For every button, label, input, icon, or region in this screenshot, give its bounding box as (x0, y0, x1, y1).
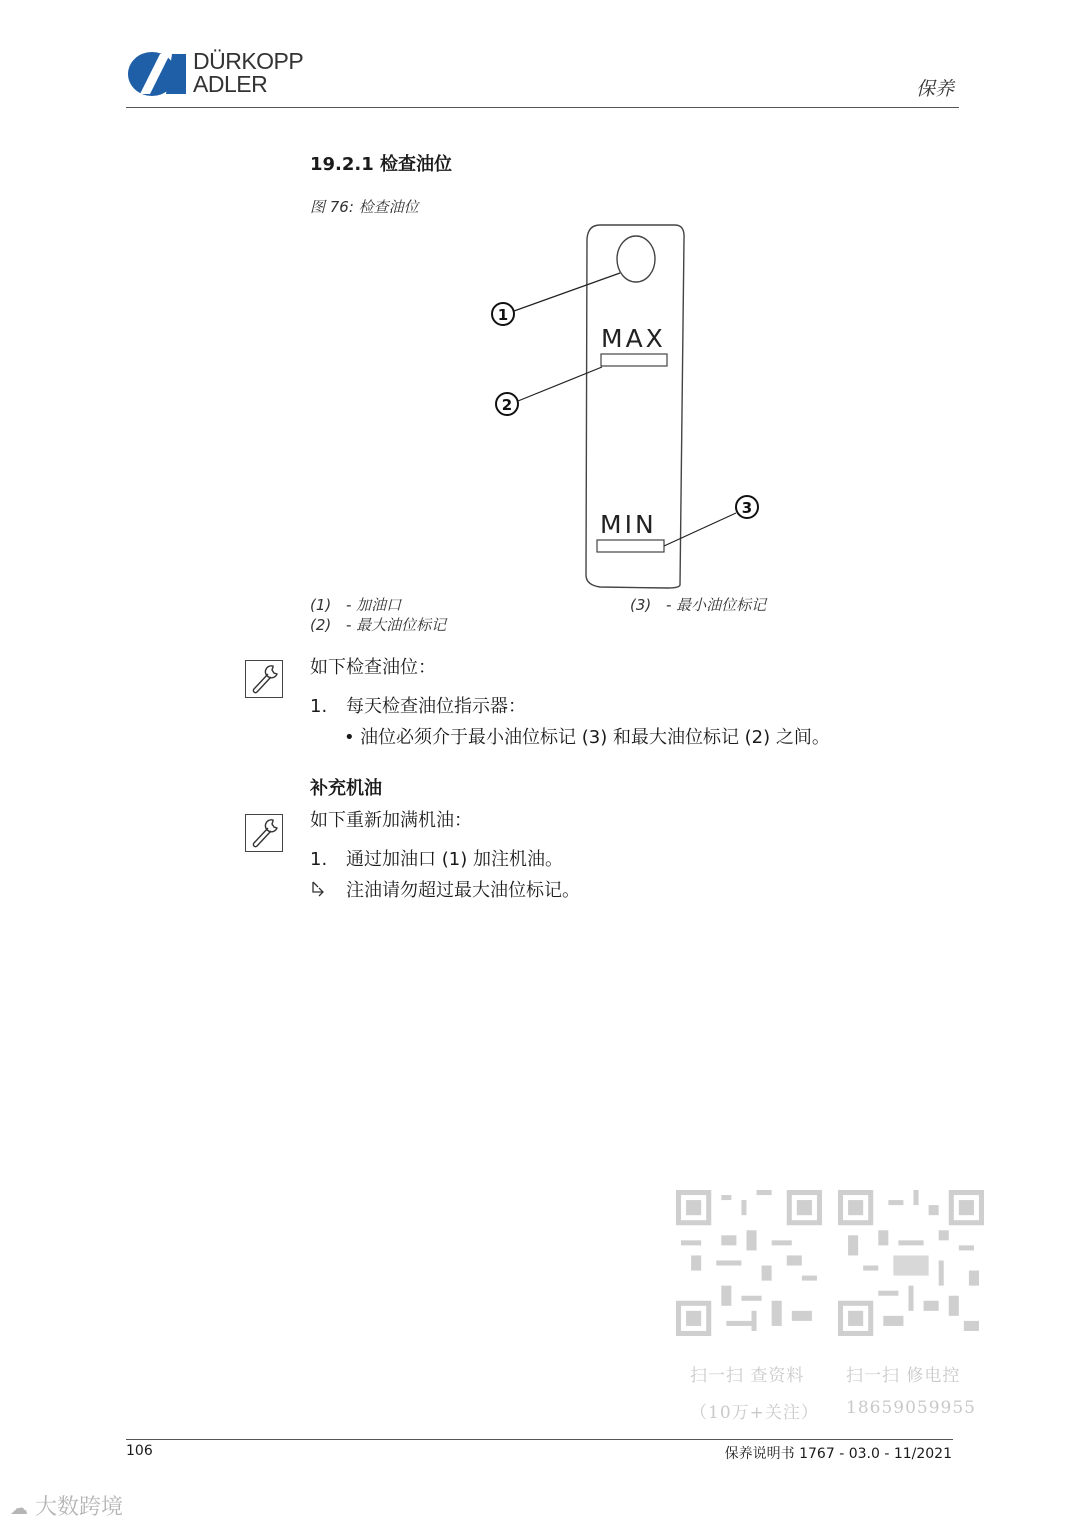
section-heading: 19.2.1 检查油位 (310, 154, 453, 175)
page-number: 106 (126, 1443, 153, 1459)
max-mark (601, 354, 667, 366)
brand-line1: DÜRKOPP (193, 48, 304, 74)
min-label: MIN (600, 510, 657, 539)
brand-line2: ADLER (193, 71, 268, 97)
legend-item-2: (2) - 最大油位标记 (310, 616, 447, 634)
max-label: MAX (601, 324, 666, 353)
wrench-icon (245, 660, 283, 698)
min-mark (597, 540, 664, 552)
legend-item-3: (3) - 最小油位标记 (630, 596, 767, 614)
document-reference: 保养说明书 1767 - 03.0 - 11/2021 (724, 1446, 952, 1462)
callout-2 (496, 393, 518, 415)
refill-step-1: 1. 通过加油口 (1) 加注机油。 (310, 849, 563, 870)
figure-caption: 图 76: 检查油位 (310, 198, 419, 216)
svg-text:2: 2 (501, 396, 513, 414)
check-bullet: • 油位必须介于最小油位标记 (3) 和最大油位标记 (2) 之间。 (344, 727, 830, 748)
legend-item-1: (1) - 加油口 (310, 596, 402, 614)
check-intro: 如下检查油位： (310, 657, 436, 678)
callout-1 (492, 303, 514, 325)
corner-watermark: ☁ 大数跨境 (10, 1495, 124, 1520)
result-arrow-icon (310, 880, 328, 898)
footer-divider (126, 1439, 953, 1440)
refill-subheading: 补充机油 (310, 778, 382, 799)
header-divider (126, 107, 959, 108)
refill-result: 注油请勿超过最大油位标记。 (346, 880, 580, 901)
oil-level-gauge-diagram (480, 215, 780, 595)
check-step-1: 1. 每天检查油位指示器： (310, 696, 526, 717)
watermark-right-line1: 扫一扫 修电控 (846, 1366, 961, 1386)
qr-code-right (838, 1190, 984, 1336)
watermark-left-line1: 扫一扫 查资料 (690, 1366, 805, 1386)
filler-hole (617, 236, 655, 282)
watermark-left-line2: （10万+关注） (690, 1403, 819, 1423)
svg-text:3: 3 (741, 499, 753, 517)
corner-watermark-icon: ☁ (10, 1498, 28, 1519)
brand-name (193, 50, 303, 96)
wrench-icon (245, 814, 283, 852)
watermark-right-line2: 18659059955 (846, 1398, 976, 1418)
callout-3 (736, 496, 758, 518)
qr-code-left (676, 1190, 822, 1336)
svg-text:1: 1 (497, 306, 509, 324)
section-title: 保养 (915, 78, 954, 100)
refill-intro: 如下重新加满机油： (310, 810, 472, 831)
